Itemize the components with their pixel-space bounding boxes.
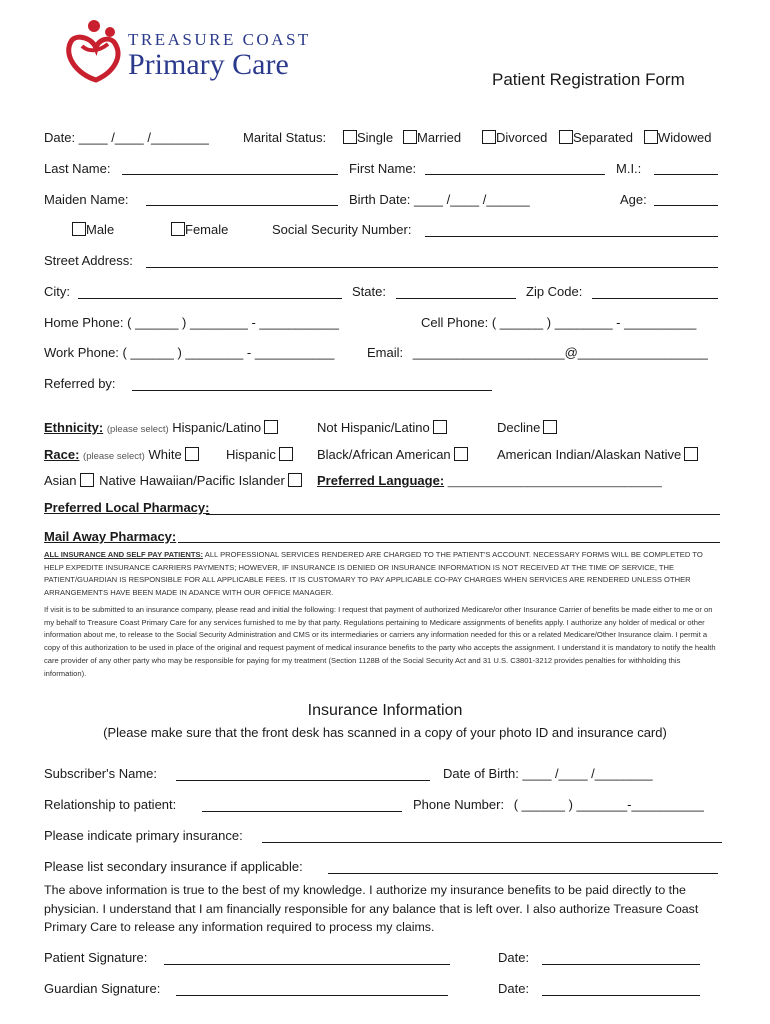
hispanic-latino-checkbox[interactable] [264,420,278,434]
insurance-phone-field[interactable]: ( ______ ) _______-__________ [513,797,704,812]
guardian-signature-label: Guardian Signature: [44,981,161,996]
maiden-name-label: Maiden Name: [44,192,129,207]
assignment-of-benefits: If visit is to be submitted to an insurance company, please read and initial the following: I request that payment of authorized Medicare/or other Insurance Carrier of benefits be made either to me or on my behalf to Treasure Coast Primary Care for any services furnished to me by that party. Regulations pertaining to Medicare assignments of benefits apply. I authorize any holder of medical or other information about me, to release to the Social Security Administration and CMS or its intermediaries or carriers any information needed for this or a related Medicare/Other Insurance claim. I permit a copy of this authorization to be used in place of the original and request payment of medical insurance benefits to the party who accepts the assignment. I understand it is mandatory to notify the health care provider of any other party who may be responsible for paying for my treatment (Section 1128B of the Social Security Act and 31 U.S. C3801-3212 provides penalties for withholding this information). [44,605,716,678]
subscriber-name-field[interactable] [176,780,430,781]
first-name-label: First Name: [349,161,417,176]
separated-label: Separated [573,130,633,145]
not-hispanic-checkbox[interactable] [433,420,447,434]
patient-date-label: Date: [498,950,530,965]
street-address-label: Street Address: [44,253,133,268]
logo [62,18,322,86]
email-label: Email: [367,345,404,360]
relationship-label: Relationship to patient: [44,797,177,812]
maiden-name-field[interactable] [146,205,338,206]
zip-code-label: Zip Code: [526,284,583,299]
married-checkbox[interactable] [403,130,417,144]
subscriber-dob-field[interactable]: ____ /____ /________ [522,766,653,781]
ssn-field[interactable] [425,236,718,237]
preferred-language-label: Preferred Language: [317,473,445,488]
white-label: White [148,447,182,462]
cell-phone-field[interactable]: ( ______ ) ________ - __________ [491,315,697,330]
hispanic-checkbox[interactable] [279,447,293,461]
ethnicity-label: Ethnicity: [44,420,104,435]
state-field[interactable] [396,298,516,299]
ssn-label: Social Security Number: [272,222,412,237]
mi-label: M.I.: [616,161,642,176]
zip-code-field[interactable] [592,298,718,299]
mail-pharmacy-field[interactable] [178,542,720,543]
primary-insurance-field[interactable] [262,842,722,843]
subscriber-dob-label: Date of Birth: [443,766,519,781]
widowed-checkbox[interactable] [644,130,658,144]
cell-phone-label: Cell Phone: [421,315,489,330]
authorization-statement: The above information is true to the best of my knowledge. I authorize my insurance benefits to be paid directly to the physician. I understand that I am financially responsible for any balance that is left over. I also authorize Treasure Coast Primary Care to release any information required to process my claims. [44,883,699,934]
preferred-pharmacy-label: Preferred Local Pharmacy: [44,500,210,515]
american-indian-label: American Indian/Alaskan Native [497,447,682,462]
primary-insurance-label: Please indicate primary insurance: [44,828,243,843]
native-hawaiian-label: Native Hawaiian/Pacific Islander [99,473,285,488]
male-label: Male [86,222,115,237]
state-label: State: [352,284,386,299]
city-label: City: [44,284,70,299]
date-field[interactable]: ____ /____ /________ [78,130,209,145]
first-name-field[interactable] [425,174,605,175]
female-label: Female [185,222,229,237]
work-phone-label: Work Phone: [44,345,119,360]
divorced-label: Divorced [496,130,548,145]
insurance-phone-label: Phone Number: [413,797,505,812]
decline-checkbox[interactable] [543,420,557,434]
not-hispanic-label: Not Hispanic/Latino [317,420,430,435]
separated-checkbox[interactable] [559,130,573,144]
insurance-title: Insurance Information [307,702,463,719]
divorced-checkbox[interactable] [482,130,496,144]
secondary-insurance-field[interactable] [328,873,718,874]
insurance-subtitle: (Please make sure that the front desk has scanned in a copy of your photo ID and insurance card) [103,725,667,740]
logo-line-1: TREASURE COAST [128,30,311,49]
home-phone-label: Home Phone: [44,315,124,330]
city-field[interactable] [78,298,342,299]
hispanic-label: Hispanic [226,447,276,462]
ethnicity-hint: (please select) [106,424,169,435]
guardian-date-label: Date: [498,981,530,996]
relationship-field[interactable] [202,811,402,812]
referred-by-label: Referred by: [44,376,116,391]
home-phone-field[interactable]: ( ______ ) ________ - ___________ [127,315,339,330]
preferred-language-field[interactable]: ___________________________________ [447,476,662,488]
native-hawaiian-checkbox[interactable] [288,473,302,487]
financial-policy-heading: ALL INSURANCE AND SELF PAY PATIENTS: [44,550,204,559]
race-hint: (please select) [83,451,145,462]
female-checkbox[interactable] [171,222,185,236]
male-checkbox[interactable] [72,222,86,236]
logo-line-2: Primary Care [128,48,289,81]
birth-date-label: Birth Date: [349,192,411,207]
heart-figure-icon [62,18,128,84]
financial-policy [44,549,724,600]
date-label: Date: [44,130,76,145]
mi-field[interactable] [654,174,718,175]
white-checkbox[interactable] [185,447,199,461]
last-name-label: Last Name: [44,161,111,176]
work-phone-field[interactable]: ( ______ ) ________ - ___________ [122,345,335,360]
hispanic-latino-label: Hispanic/Latino [172,420,262,435]
asian-label: Asian [44,473,77,488]
guardian-date-field[interactable] [542,995,700,996]
black-checkbox[interactable] [454,447,468,461]
patient-signature-label: Patient Signature: [44,950,148,965]
referred-by-field[interactable] [132,390,492,391]
single-checkbox[interactable] [343,130,357,144]
secondary-insurance-label: Please list secondary insurance if applicable: [44,859,303,874]
asian-checkbox[interactable] [80,473,94,487]
american-indian-checkbox[interactable] [684,447,698,461]
financial-policy-text: ALL PROFESSIONAL SERVICES RENDERED ARE CHARGED TO THE PATIENT'S ACCOUNT. NECESSARY FORMS WILL BE COMPLETED TO HELP EXPEDITE INSURANCE CARRIERS PAYMENTS; HOWEVER, IF INSURANCE IS DENIED OR INSURANCE INFORMATION IS NOT RECEIVED AT THE TIME OF SERVICE, THE PATIENT/GUARDIAN IS RESPONSIBLE FOR ALL APPLICABLE FEES. IT IS CUSTOMARY TO PAY APPLICABLE CO-PAY CHARGES WHEN SERVICES ARE RENDERED UNLESS OTHER ARRANGEMENTS HAVE BEEN MADE IN ADANCE WITH OUR OFFICE MANAGER. [44,550,703,598]
birth-date-field[interactable]: ____ /____ /______ [414,192,530,207]
age-field[interactable] [654,205,718,206]
age-label: Age: [620,192,647,207]
email-field[interactable]: _____________________@__________________ [412,345,708,360]
single-label: Single [357,130,394,145]
last-name-field[interactable] [122,174,338,175]
mail-pharmacy-label: Mail Away Pharmacy: [44,529,177,544]
subscriber-name-label: Subscriber's Name: [44,766,158,781]
preferred-pharmacy-field[interactable] [206,514,720,515]
race-label: Race: [44,447,80,462]
guardian-signature-field[interactable] [176,995,448,996]
black-label: Black/African American [317,447,451,462]
widowed-label: Widowed [658,130,712,145]
form-title: Patient Registration Form [492,70,685,89]
married-label: Married [417,130,462,145]
street-address-field[interactable] [146,267,718,268]
decline-label: Decline [497,420,541,435]
marital-status-label: Marital Status: [243,130,327,145]
patient-signature-field[interactable] [164,964,450,965]
patient-date-field[interactable] [542,964,700,965]
